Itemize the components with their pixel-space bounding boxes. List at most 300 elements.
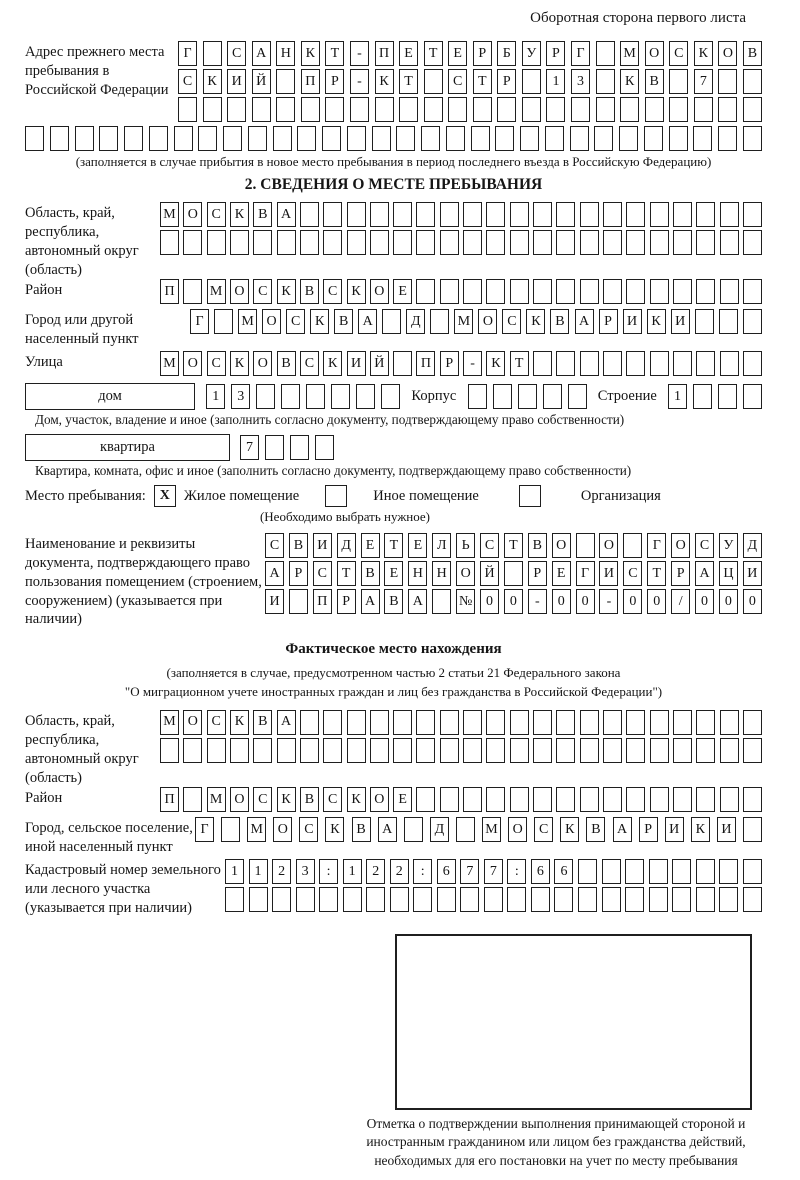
char-cell[interactable] bbox=[743, 97, 762, 122]
char-cell[interactable]: С bbox=[480, 533, 499, 558]
char-cell[interactable] bbox=[510, 710, 529, 735]
char-cell[interactable] bbox=[300, 230, 319, 255]
char-cell[interactable] bbox=[620, 97, 639, 122]
char-cell[interactable]: Д bbox=[430, 817, 449, 842]
char-cell[interactable]: 0 bbox=[743, 589, 762, 614]
char-cell[interactable] bbox=[743, 384, 762, 409]
char-cell[interactable] bbox=[174, 126, 193, 151]
char-cell[interactable] bbox=[720, 279, 739, 304]
char-cell[interactable]: А bbox=[613, 817, 632, 842]
char-cell[interactable] bbox=[533, 787, 552, 812]
char-cell[interactable]: Е bbox=[393, 279, 412, 304]
char-cell[interactable] bbox=[370, 710, 389, 735]
char-cell[interactable] bbox=[546, 97, 565, 122]
char-cell[interactable]: Е bbox=[384, 561, 403, 586]
char-cell[interactable] bbox=[393, 230, 412, 255]
char-cell[interactable]: 6 bbox=[554, 859, 573, 884]
char-cell[interactable] bbox=[650, 202, 669, 227]
char-cell[interactable]: С bbox=[207, 202, 226, 227]
char-cell[interactable]: Р bbox=[337, 589, 356, 614]
char-cell[interactable] bbox=[720, 230, 739, 255]
checkbox-organization[interactable] bbox=[519, 485, 541, 507]
char-cell[interactable] bbox=[370, 230, 389, 255]
char-cell[interactable]: К bbox=[277, 279, 296, 304]
char-cell[interactable] bbox=[497, 97, 516, 122]
char-cell[interactable] bbox=[484, 887, 503, 912]
char-cell[interactable] bbox=[370, 202, 389, 227]
char-cell[interactable] bbox=[545, 126, 564, 151]
char-cell[interactable] bbox=[571, 97, 590, 122]
char-cell[interactable]: О bbox=[370, 787, 389, 812]
char-cell[interactable]: Г bbox=[647, 533, 666, 558]
char-cell[interactable] bbox=[578, 859, 597, 884]
char-cell[interactable]: 1 bbox=[225, 859, 244, 884]
char-cell[interactable] bbox=[306, 384, 325, 409]
char-cell[interactable] bbox=[300, 710, 319, 735]
char-cell[interactable] bbox=[440, 230, 459, 255]
char-cell[interactable]: О bbox=[645, 41, 664, 66]
char-cell[interactable]: О bbox=[262, 309, 281, 334]
char-cell[interactable]: Т bbox=[504, 533, 523, 558]
char-cell[interactable] bbox=[743, 279, 762, 304]
char-cell[interactable]: С bbox=[313, 561, 332, 586]
char-cell[interactable] bbox=[603, 787, 622, 812]
char-cell[interactable]: 0 bbox=[647, 589, 666, 614]
char-cell[interactable] bbox=[149, 126, 168, 151]
char-cell[interactable] bbox=[556, 710, 575, 735]
char-cell[interactable] bbox=[625, 887, 644, 912]
char-cell[interactable]: О bbox=[230, 279, 249, 304]
char-cell[interactable]: И bbox=[623, 309, 642, 334]
char-cell[interactable]: В bbox=[743, 41, 762, 66]
char-cell[interactable] bbox=[531, 887, 550, 912]
char-cell[interactable]: О bbox=[183, 202, 202, 227]
char-cell[interactable] bbox=[343, 887, 362, 912]
char-cell[interactable]: П bbox=[313, 589, 332, 614]
char-cell[interactable]: И bbox=[347, 351, 366, 376]
char-cell[interactable] bbox=[533, 351, 552, 376]
char-cell[interactable] bbox=[366, 887, 385, 912]
char-cell[interactable]: К bbox=[694, 41, 713, 66]
char-cell[interactable]: С bbox=[623, 561, 642, 586]
char-cell[interactable]: 2 bbox=[366, 859, 385, 884]
char-cell[interactable]: 0 bbox=[552, 589, 571, 614]
char-cell[interactable]: А bbox=[695, 561, 714, 586]
char-cell[interactable] bbox=[520, 126, 539, 151]
char-cell[interactable]: И bbox=[743, 561, 762, 586]
char-cell[interactable]: - bbox=[350, 69, 369, 94]
char-cell[interactable] bbox=[463, 202, 482, 227]
char-cell[interactable]: О bbox=[478, 309, 497, 334]
char-cell[interactable] bbox=[272, 887, 291, 912]
char-cell[interactable] bbox=[225, 887, 244, 912]
char-cell[interactable] bbox=[596, 97, 615, 122]
char-cell[interactable] bbox=[718, 69, 737, 94]
char-cell[interactable] bbox=[230, 738, 249, 763]
char-cell[interactable] bbox=[495, 126, 514, 151]
char-cell[interactable] bbox=[743, 351, 762, 376]
char-cell[interactable] bbox=[375, 97, 394, 122]
char-cell[interactable] bbox=[160, 738, 179, 763]
char-cell[interactable] bbox=[603, 279, 622, 304]
char-cell[interactable]: - bbox=[463, 351, 482, 376]
char-cell[interactable] bbox=[696, 202, 715, 227]
char-cell[interactable] bbox=[75, 126, 94, 151]
char-cell[interactable]: О bbox=[370, 279, 389, 304]
char-cell[interactable]: А bbox=[408, 589, 427, 614]
char-cell[interactable] bbox=[460, 887, 479, 912]
char-cell[interactable]: В bbox=[289, 533, 308, 558]
char-cell[interactable] bbox=[440, 202, 459, 227]
checkbox-residential[interactable]: X bbox=[154, 485, 176, 507]
char-cell[interactable]: М bbox=[238, 309, 257, 334]
char-cell[interactable] bbox=[413, 887, 432, 912]
char-cell[interactable]: - bbox=[350, 41, 369, 66]
char-cell[interactable]: Р bbox=[639, 817, 658, 842]
char-cell[interactable]: С bbox=[448, 69, 467, 94]
char-cell[interactable]: К bbox=[230, 710, 249, 735]
char-cell[interactable]: / bbox=[671, 589, 690, 614]
char-cell[interactable]: № bbox=[456, 589, 475, 614]
char-cell[interactable]: А bbox=[358, 309, 377, 334]
char-cell[interactable] bbox=[396, 126, 415, 151]
char-cell[interactable] bbox=[325, 97, 344, 122]
char-cell[interactable] bbox=[323, 738, 342, 763]
char-cell[interactable]: Е bbox=[408, 533, 427, 558]
char-cell[interactable] bbox=[696, 887, 715, 912]
char-cell[interactable] bbox=[183, 279, 202, 304]
char-cell[interactable] bbox=[696, 787, 715, 812]
char-cell[interactable]: У bbox=[522, 41, 541, 66]
char-cell[interactable] bbox=[440, 710, 459, 735]
char-cell[interactable]: Й bbox=[480, 561, 499, 586]
char-cell[interactable] bbox=[253, 230, 272, 255]
char-cell[interactable] bbox=[554, 887, 573, 912]
char-cell[interactable] bbox=[673, 738, 692, 763]
char-cell[interactable] bbox=[347, 126, 366, 151]
char-cell[interactable] bbox=[720, 710, 739, 735]
char-cell[interactable] bbox=[720, 787, 739, 812]
char-cell[interactable]: А bbox=[265, 561, 284, 586]
char-cell[interactable] bbox=[289, 589, 308, 614]
char-cell[interactable] bbox=[649, 887, 668, 912]
char-cell[interactable] bbox=[504, 561, 523, 586]
char-cell[interactable]: С bbox=[323, 279, 342, 304]
char-cell[interactable]: К bbox=[347, 279, 366, 304]
char-cell[interactable]: О bbox=[230, 787, 249, 812]
char-cell[interactable] bbox=[207, 230, 226, 255]
char-cell[interactable] bbox=[719, 309, 738, 334]
char-cell[interactable]: Р bbox=[289, 561, 308, 586]
char-cell[interactable] bbox=[230, 230, 249, 255]
char-cell[interactable]: Т bbox=[325, 41, 344, 66]
char-cell[interactable]: И bbox=[717, 817, 736, 842]
char-cell[interactable] bbox=[594, 126, 613, 151]
char-cell[interactable] bbox=[719, 859, 738, 884]
char-cell[interactable] bbox=[556, 351, 575, 376]
char-cell[interactable]: В bbox=[253, 202, 272, 227]
char-cell[interactable] bbox=[296, 887, 315, 912]
char-cell[interactable]: С bbox=[534, 817, 553, 842]
char-cell[interactable] bbox=[393, 710, 412, 735]
char-cell[interactable] bbox=[446, 126, 465, 151]
char-cell[interactable] bbox=[223, 126, 242, 151]
char-cell[interactable] bbox=[248, 126, 267, 151]
char-cell[interactable] bbox=[695, 309, 714, 334]
char-cell[interactable]: А bbox=[277, 202, 296, 227]
char-cell[interactable]: Й bbox=[252, 69, 271, 94]
char-cell[interactable] bbox=[626, 202, 645, 227]
char-cell[interactable] bbox=[568, 384, 587, 409]
char-cell[interactable]: В bbox=[586, 817, 605, 842]
char-cell[interactable] bbox=[596, 41, 615, 66]
char-cell[interactable]: Т bbox=[384, 533, 403, 558]
char-cell[interactable] bbox=[743, 309, 762, 334]
char-cell[interactable] bbox=[277, 230, 296, 255]
char-cell[interactable] bbox=[603, 710, 622, 735]
char-cell[interactable] bbox=[356, 384, 375, 409]
char-cell[interactable] bbox=[556, 279, 575, 304]
char-cell[interactable]: С bbox=[227, 41, 246, 66]
char-cell[interactable] bbox=[160, 230, 179, 255]
char-cell[interactable] bbox=[227, 97, 246, 122]
char-cell[interactable] bbox=[673, 351, 692, 376]
char-cell[interactable]: 2 bbox=[390, 859, 409, 884]
char-cell[interactable] bbox=[669, 69, 688, 94]
char-cell[interactable] bbox=[265, 435, 284, 460]
char-cell[interactable]: К bbox=[230, 202, 249, 227]
char-cell[interactable] bbox=[424, 69, 443, 94]
char-cell[interactable]: М bbox=[207, 787, 226, 812]
char-cell[interactable]: П bbox=[375, 41, 394, 66]
char-cell[interactable] bbox=[718, 97, 737, 122]
char-cell[interactable] bbox=[510, 230, 529, 255]
char-cell[interactable]: 1 bbox=[668, 384, 687, 409]
char-cell[interactable] bbox=[404, 817, 423, 842]
char-cell[interactable]: : bbox=[319, 859, 338, 884]
char-cell[interactable]: Р bbox=[528, 561, 547, 586]
char-cell[interactable]: Т bbox=[399, 69, 418, 94]
char-cell[interactable] bbox=[203, 97, 222, 122]
char-cell[interactable] bbox=[533, 738, 552, 763]
char-cell[interactable]: С bbox=[207, 710, 226, 735]
char-cell[interactable] bbox=[673, 279, 692, 304]
char-cell[interactable]: О bbox=[253, 351, 272, 376]
char-cell[interactable]: С bbox=[502, 309, 521, 334]
char-cell[interactable] bbox=[322, 126, 341, 151]
char-cell[interactable]: Т bbox=[473, 69, 492, 94]
char-cell[interactable]: Р bbox=[497, 69, 516, 94]
char-cell[interactable] bbox=[124, 126, 143, 151]
char-cell[interactable] bbox=[669, 97, 688, 122]
char-cell[interactable]: Р bbox=[599, 309, 618, 334]
char-cell[interactable] bbox=[626, 351, 645, 376]
char-cell[interactable] bbox=[468, 384, 487, 409]
char-cell[interactable]: С bbox=[323, 787, 342, 812]
char-cell[interactable] bbox=[393, 351, 412, 376]
char-cell[interactable]: О bbox=[183, 351, 202, 376]
char-cell[interactable] bbox=[743, 230, 762, 255]
char-cell[interactable] bbox=[486, 787, 505, 812]
char-cell[interactable]: М bbox=[160, 710, 179, 735]
char-cell[interactable]: К bbox=[203, 69, 222, 94]
char-cell[interactable]: 3 bbox=[571, 69, 590, 94]
char-cell[interactable] bbox=[596, 69, 615, 94]
char-cell[interactable] bbox=[486, 738, 505, 763]
char-cell[interactable]: М bbox=[207, 279, 226, 304]
char-cell[interactable]: Д bbox=[406, 309, 425, 334]
char-cell[interactable] bbox=[580, 787, 599, 812]
char-cell[interactable] bbox=[456, 817, 475, 842]
char-cell[interactable] bbox=[650, 351, 669, 376]
char-cell[interactable] bbox=[743, 859, 762, 884]
char-cell[interactable]: К bbox=[486, 351, 505, 376]
char-cell[interactable] bbox=[486, 202, 505, 227]
char-cell[interactable] bbox=[510, 787, 529, 812]
char-cell[interactable] bbox=[672, 887, 691, 912]
char-cell[interactable] bbox=[669, 126, 688, 151]
char-cell[interactable]: В bbox=[300, 279, 319, 304]
char-cell[interactable]: 6 bbox=[531, 859, 550, 884]
char-cell[interactable] bbox=[603, 202, 622, 227]
char-cell[interactable]: А bbox=[378, 817, 397, 842]
char-cell[interactable]: О bbox=[671, 533, 690, 558]
char-cell[interactable]: А bbox=[575, 309, 594, 334]
char-cell[interactable] bbox=[696, 738, 715, 763]
char-cell[interactable] bbox=[623, 533, 642, 558]
char-cell[interactable] bbox=[673, 787, 692, 812]
char-cell[interactable] bbox=[256, 384, 275, 409]
char-cell[interactable]: 6 bbox=[437, 859, 456, 884]
char-cell[interactable]: С bbox=[669, 41, 688, 66]
char-cell[interactable] bbox=[603, 351, 622, 376]
char-cell[interactable] bbox=[556, 787, 575, 812]
char-cell[interactable] bbox=[393, 738, 412, 763]
char-cell[interactable]: 3 bbox=[231, 384, 250, 409]
char-cell[interactable] bbox=[277, 738, 296, 763]
char-cell[interactable] bbox=[323, 710, 342, 735]
char-cell[interactable] bbox=[533, 202, 552, 227]
char-cell[interactable]: Е bbox=[399, 41, 418, 66]
char-cell[interactable] bbox=[331, 384, 350, 409]
char-cell[interactable] bbox=[672, 859, 691, 884]
char-cell[interactable]: А bbox=[252, 41, 271, 66]
char-cell[interactable] bbox=[533, 279, 552, 304]
char-cell[interactable] bbox=[580, 738, 599, 763]
char-cell[interactable]: Г bbox=[576, 561, 595, 586]
char-cell[interactable] bbox=[370, 738, 389, 763]
char-cell[interactable] bbox=[626, 279, 645, 304]
char-cell[interactable]: Р bbox=[671, 561, 690, 586]
char-cell[interactable]: Е bbox=[448, 41, 467, 66]
char-cell[interactable]: Н bbox=[432, 561, 451, 586]
char-cell[interactable] bbox=[743, 817, 762, 842]
char-cell[interactable]: Й bbox=[370, 351, 389, 376]
char-cell[interactable] bbox=[533, 230, 552, 255]
char-cell[interactable] bbox=[650, 710, 669, 735]
char-cell[interactable]: У bbox=[719, 533, 738, 558]
char-cell[interactable] bbox=[393, 202, 412, 227]
char-cell[interactable]: К bbox=[347, 787, 366, 812]
char-cell[interactable] bbox=[440, 787, 459, 812]
char-cell[interactable] bbox=[696, 279, 715, 304]
char-cell[interactable] bbox=[347, 710, 366, 735]
char-cell[interactable] bbox=[720, 202, 739, 227]
char-cell[interactable] bbox=[576, 533, 595, 558]
char-cell[interactable]: : bbox=[413, 859, 432, 884]
char-cell[interactable] bbox=[437, 887, 456, 912]
char-cell[interactable]: Г bbox=[195, 817, 214, 842]
char-cell[interactable]: Г bbox=[190, 309, 209, 334]
char-cell[interactable] bbox=[522, 97, 541, 122]
char-cell[interactable] bbox=[522, 69, 541, 94]
char-cell[interactable] bbox=[510, 202, 529, 227]
char-cell[interactable] bbox=[510, 738, 529, 763]
char-cell[interactable]: И bbox=[265, 589, 284, 614]
char-cell[interactable]: К bbox=[325, 817, 344, 842]
char-cell[interactable] bbox=[273, 126, 292, 151]
char-cell[interactable]: О bbox=[456, 561, 475, 586]
char-cell[interactable] bbox=[315, 435, 334, 460]
char-cell[interactable] bbox=[626, 710, 645, 735]
char-cell[interactable] bbox=[300, 738, 319, 763]
char-cell[interactable]: И bbox=[227, 69, 246, 94]
char-cell[interactable]: 0 bbox=[480, 589, 499, 614]
char-cell[interactable] bbox=[347, 738, 366, 763]
char-cell[interactable]: Р bbox=[546, 41, 565, 66]
char-cell[interactable] bbox=[214, 309, 233, 334]
char-cell[interactable]: Д bbox=[337, 533, 356, 558]
char-cell[interactable] bbox=[580, 202, 599, 227]
char-cell[interactable]: Т bbox=[510, 351, 529, 376]
char-cell[interactable]: В bbox=[550, 309, 569, 334]
char-cell[interactable]: 2 bbox=[272, 859, 291, 884]
char-cell[interactable] bbox=[718, 384, 737, 409]
char-cell[interactable] bbox=[533, 710, 552, 735]
char-cell[interactable]: В bbox=[384, 589, 403, 614]
char-cell[interactable]: П bbox=[301, 69, 320, 94]
char-cell[interactable]: Т bbox=[424, 41, 443, 66]
char-cell[interactable]: К bbox=[230, 351, 249, 376]
char-cell[interactable] bbox=[198, 126, 217, 151]
char-cell[interactable]: Г bbox=[178, 41, 197, 66]
char-cell[interactable] bbox=[570, 126, 589, 151]
char-cell[interactable]: К bbox=[560, 817, 579, 842]
char-cell[interactable] bbox=[626, 738, 645, 763]
char-cell[interactable]: - bbox=[528, 589, 547, 614]
char-cell[interactable] bbox=[399, 97, 418, 122]
char-cell[interactable]: 0 bbox=[623, 589, 642, 614]
char-cell[interactable] bbox=[416, 202, 435, 227]
char-cell[interactable]: 1 bbox=[343, 859, 362, 884]
char-cell[interactable] bbox=[649, 859, 668, 884]
char-cell[interactable] bbox=[416, 279, 435, 304]
char-cell[interactable]: М bbox=[482, 817, 501, 842]
char-cell[interactable]: Н bbox=[276, 41, 295, 66]
char-cell[interactable] bbox=[381, 384, 400, 409]
char-cell[interactable] bbox=[696, 859, 715, 884]
char-cell[interactable] bbox=[650, 230, 669, 255]
char-cell[interactable]: С bbox=[695, 533, 714, 558]
char-cell[interactable] bbox=[372, 126, 391, 151]
char-cell[interactable] bbox=[673, 710, 692, 735]
char-cell[interactable] bbox=[276, 69, 295, 94]
char-cell[interactable]: А bbox=[277, 710, 296, 735]
char-cell[interactable]: Р bbox=[473, 41, 492, 66]
char-cell[interactable] bbox=[602, 859, 621, 884]
char-cell[interactable] bbox=[556, 738, 575, 763]
char-cell[interactable]: О bbox=[599, 533, 618, 558]
